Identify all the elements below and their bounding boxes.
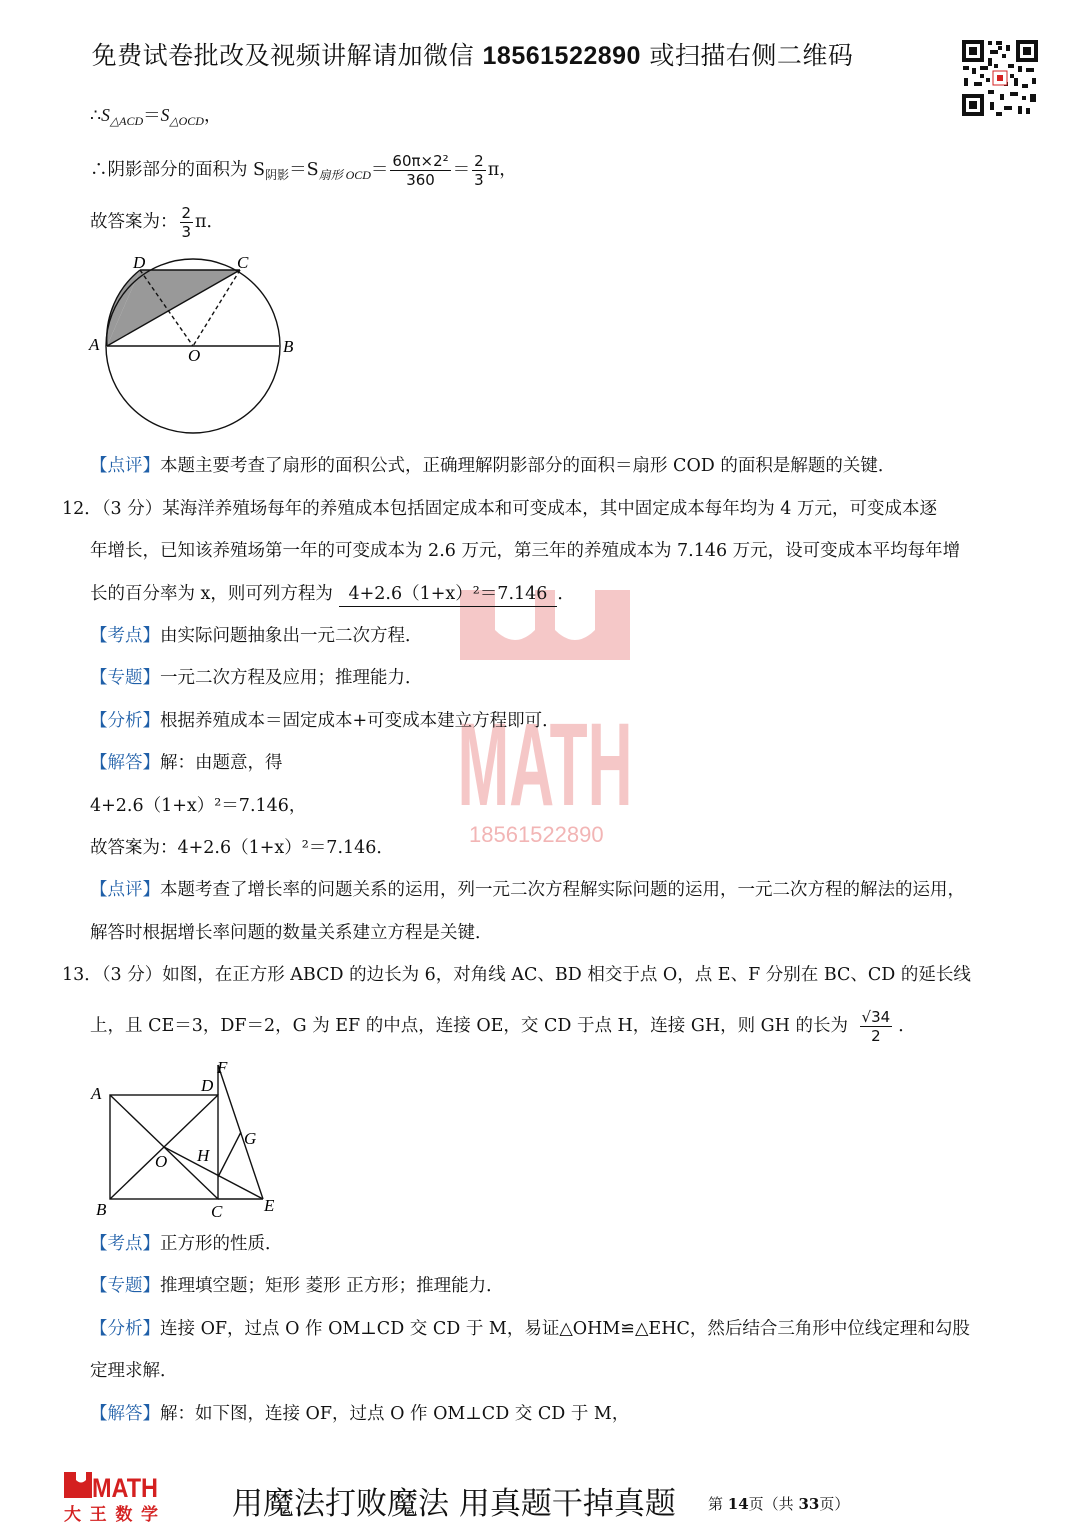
qr-code bbox=[960, 38, 1040, 118]
q13-fenxi-2: 定理求解． bbox=[90, 1361, 178, 1381]
footer-logo bbox=[62, 1470, 162, 1522]
q13-answer-blank bbox=[854, 1002, 899, 1050]
q13-line1: 13．（3 分）如图，在正方形 ABCD 的边长为 6，对角线 AC、BD 相交于点 O，点 E、F 分别在 BC、CD 的延长线 bbox=[62, 965, 971, 985]
svg-text:MATH: MATH bbox=[92, 1473, 158, 1503]
q12-kaodian: 【考点】由实际问题抽象出一元二次方程． bbox=[90, 626, 423, 646]
watermark-phone: 18561522890 bbox=[469, 822, 604, 847]
s11-comment: 【点评】本题主要考查了扇形的面积公式，正确理解阴影部分的面积＝扇形 COD 的面积是解题的关键． bbox=[90, 456, 896, 476]
svg-text:大王数学: 大王数学 bbox=[64, 1505, 158, 1522]
s11-line2: ∴阴影部分的面积为 $S_{阴影}=S_{扇形 OCD}=$ $\frac{\text{60π×2²}}{360}$ ＝ $\frac{2}{3}$ π， bbox=[90, 152, 517, 189]
q12-line1: 12．（3 分）某海洋养殖场每年的养殖成本包括固定成本和可变成本，其中固定成本每年均为 4 万元，可变成本逐 bbox=[62, 499, 937, 519]
point-F: F bbox=[217, 1058, 228, 1077]
point-C: C bbox=[211, 1202, 223, 1221]
q12-fenxi: 【分析】根据养殖成本＝固定成本+可变成本建立方程即可． bbox=[90, 711, 560, 731]
point-G: G bbox=[244, 1129, 257, 1148]
svg-text:MATH: MATH bbox=[457, 699, 633, 810]
point-C: C bbox=[237, 253, 249, 272]
s11-line1: $\therefore S_{\triangle ACD}=S_{\triangle OCD}$， bbox=[90, 105, 222, 128]
footer-slogan: 用魔法打败魔法 用真题干掉真题 bbox=[232, 1486, 676, 1522]
point-O: O bbox=[155, 1152, 168, 1171]
square-figure bbox=[85, 1055, 285, 1225]
fraction-two-thirds: $\frac{2}{3}$ bbox=[474, 152, 484, 189]
q12-line2: 年增长，已知该养殖场第一年的可变成本为 2.6 万元，第三年的养殖成本为 7.146 万元，设可变成本平均每年增 bbox=[90, 541, 961, 561]
q13-kaodian: 【考点】正方形的性质． bbox=[90, 1234, 283, 1254]
point-E: E bbox=[264, 1196, 275, 1215]
q12-equation: 4+2.6（1+x）²＝7.146， bbox=[90, 796, 307, 816]
q12-dianping-1: 【点评】本题考查了增长率的问题关系的运用，列一元二次方程解实际问题的运用，一元二次方程的解法的运用， bbox=[90, 880, 965, 900]
header-title: 免费试卷批改及视频讲解请加微信 18561522890 或扫描右侧二维码 bbox=[91, 41, 854, 70]
point-O: O bbox=[188, 346, 201, 365]
circle-figure bbox=[85, 248, 315, 458]
s11-answer: 故答案为： $\frac{2}{3}$ π． bbox=[90, 204, 225, 241]
q12-answer: 故答案为：4+2.6（1+x）²＝7.146． bbox=[90, 838, 394, 858]
page-number: 第 14页（共 33页） bbox=[708, 1495, 850, 1513]
q13-jieda: 【解答】解：如下图，连接 OF，过点 O 作 OM⊥CD 交 CD 于 M， bbox=[90, 1404, 630, 1424]
answer-fraction: $\frac{2}{3}$ bbox=[181, 204, 192, 241]
q13-fenxi-1: 【分析】连接 OF，过点 O 作 OM⊥CD 交 CD 于 M，易证△OHM≌△EHC，然后结合三角形中位线定理和勾股 bbox=[90, 1319, 970, 1339]
q12-zhuanti: 【专题】一元二次方程及应用；推理能力． bbox=[90, 668, 423, 688]
q12-line3: 长的百分率为 x，则可列方程为 4+2.6（1+x）²＝7.146 ． bbox=[90, 582, 575, 607]
point-H: H bbox=[197, 1146, 210, 1165]
q12-jieda: 【解答】解：由题意，得 bbox=[90, 753, 283, 773]
point-B: B bbox=[96, 1200, 107, 1219]
point-D: D bbox=[133, 253, 146, 272]
point-A: A bbox=[89, 335, 100, 354]
q13-zhuanti: 【专题】推理填空题；矩形 菱形 正方形；推理能力． bbox=[90, 1276, 504, 1296]
q13-line2: 上，且 CE＝3，DF＝2，G 为 EF 的中点，连接 OE，交 CD 于点 H，连接 GH，则 GH 的长为 $\frac{√34}{2}$ ． bbox=[90, 1002, 916, 1050]
point-A: A bbox=[91, 1084, 102, 1103]
point-D: D bbox=[201, 1076, 214, 1095]
q12-dianping-2: 解答时根据增长率问题的数量关系建立方程是关键． bbox=[90, 923, 493, 943]
q13-answer-fraction: $\frac{√34}{2}$ bbox=[861, 1008, 891, 1045]
q12-answer-blank: 4+2.6（1+x）²＝7.146 bbox=[339, 582, 558, 607]
fraction-sector-area: $\frac{\text{60π×2²}}{360}$ bbox=[392, 152, 449, 189]
point-B: B bbox=[283, 337, 294, 356]
